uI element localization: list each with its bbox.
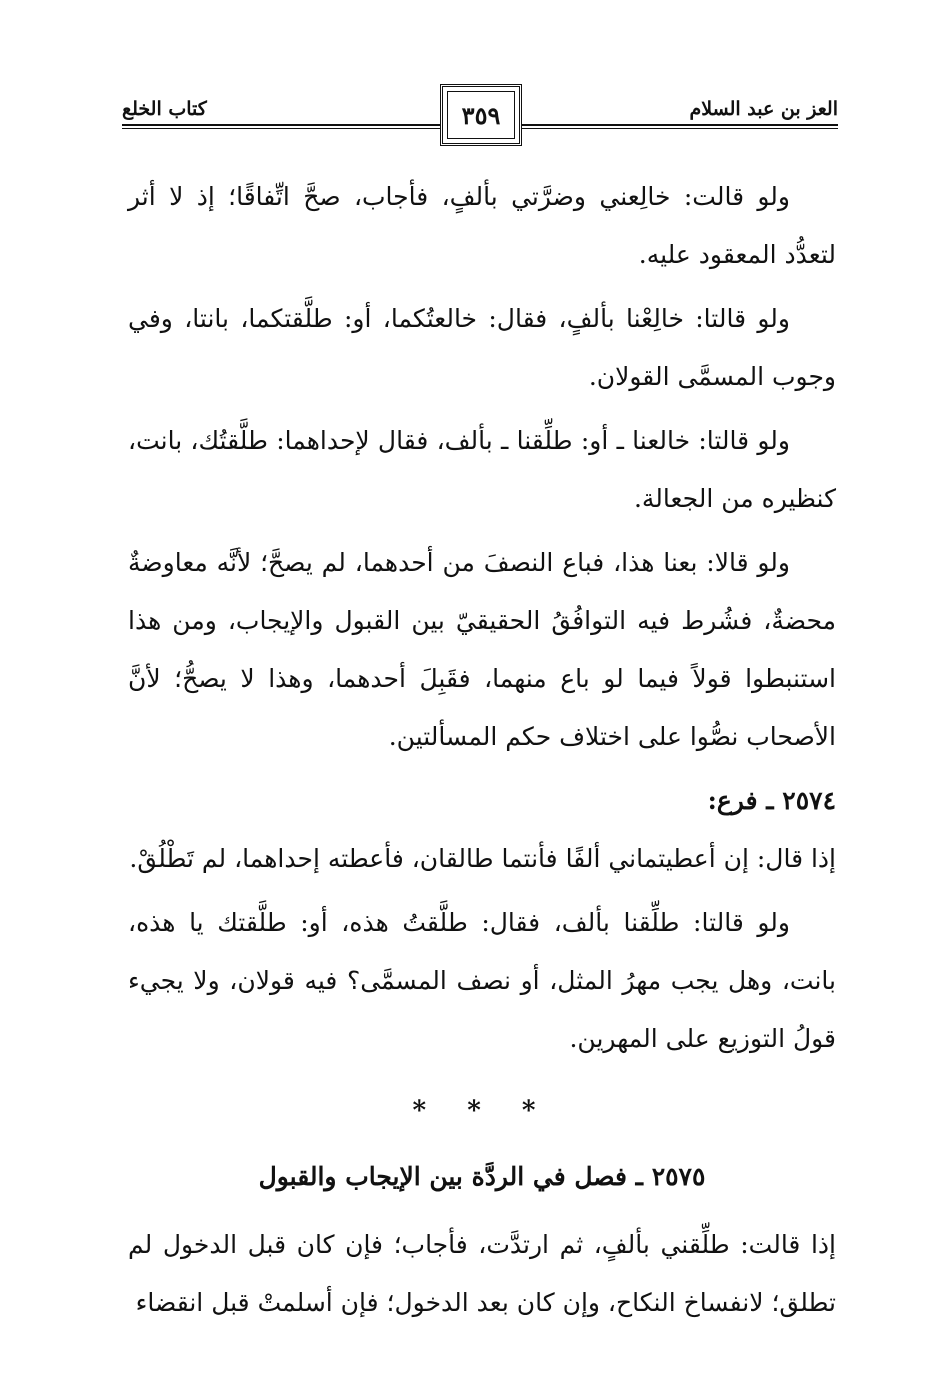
paragraph-1: ولو قالت: خالِعني وضرَّتي بألفٍ، فأجاب، صحَّ اتِّفاقًا؛ إذ لا أثر لتعدُّد المعقود عليه. (128, 182, 836, 269)
section-separator: * * * (412, 1096, 552, 1126)
page-header (122, 92, 838, 132)
page-body (128, 168, 836, 1338)
branch-heading: ٢٥٧٤ ـ فرع: (707, 786, 836, 815)
running-head-chapter: كتاب الخلع (122, 98, 213, 120)
paragraph-3: ولو قالتا: خالعنا ـ أو: طلِّقنا ـ بألف، فقال لإحداهما: طلَّقتُك، بانت، كنظيره من الجعالة. (128, 426, 836, 513)
paragraph-6: ولو قالتا: طلِّقنا بألف، فقال: طلَّقتُ هذه، أو: طلَّقتك يا هذه، بانت، وهل يجب مهرُ المثل، أو نصف المسمَّى؟ فيه قولان، ولا يجيء قولُ التوزيع على المهرين. (128, 908, 836, 1053)
paragraph-7: إذا قالت: طلِّقني بألفٍ، ثم ارتدَّت، فأجاب؛ فإن كان قبل الدخول لم تطلق؛ لانفساخ النكاح، وإن كان بعد الدخول؛ فإن أسلمتْ قبل انقضاء (128, 1230, 836, 1317)
section-title: ٢٥٧٥ ـ فصل في الردَّة بين الإيجاب والقبول (258, 1162, 706, 1191)
page-number-frame (440, 84, 522, 146)
paragraph-5: إذا قال: إن أعطيتماني ألفًا فأنتما طالقان، فأعطته إحداهما، لم تَطْلُقْ. (129, 844, 836, 873)
paragraph-2: ولو قالتا: خالِعْنا بألفٍ، فقال: خالعتُكما، أو: طلَّقتكما، بانتا، وفي وجوب المسمَّى القولان. (128, 304, 836, 391)
paragraph-4: ولو قالا: بعنا هذا، فباع النصفَ من أحدهما، لم يصحَّ؛ لأنَّه معاوضةٌ محضةٌ، فشُرط فيه التوافُقُ الحقيقيّ بين القبول والإيجاب، ومن هذا استنبطوا قولاً فيما لو باع منهما، فقَبِلَ أحدهما، وهذا لا يصحُّ؛ لأنَّ الأصحاب نصُّوا على اختلاف حكم المسألتين. (128, 548, 836, 751)
running-head-author: العز بن عبد السلام (684, 98, 838, 120)
page-number: ٣٥٩ (461, 100, 501, 130)
